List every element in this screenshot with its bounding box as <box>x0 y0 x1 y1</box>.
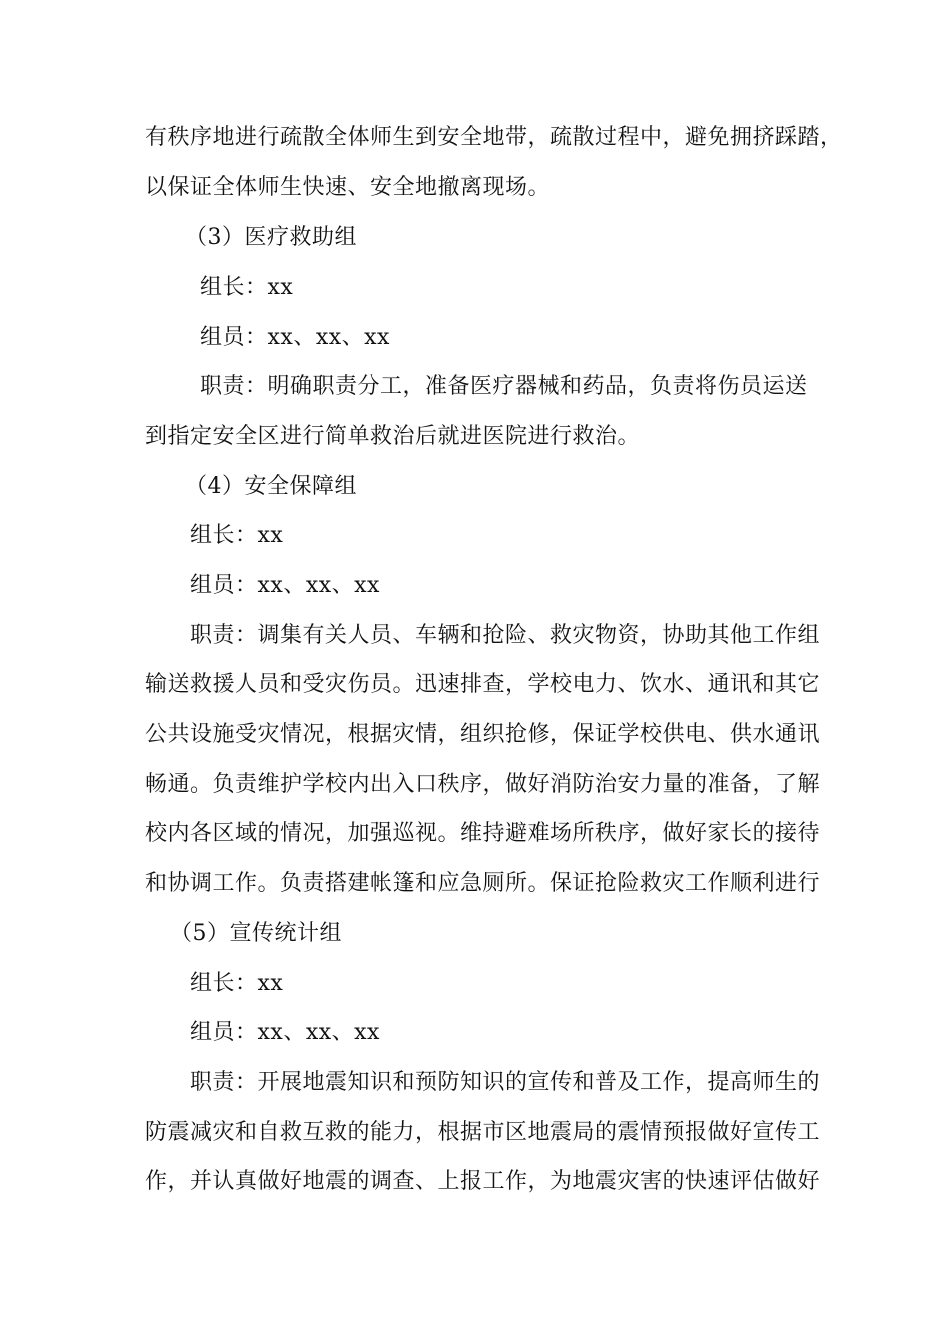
section-heading-security: （4）安全保障组 <box>185 474 357 499</box>
duty-line: 职责：调集有关人员、车辆和抢险、救灾物资，协助其他工作组 <box>190 623 821 648</box>
duty-line: 畅通。负责维护学校内出入口秩序，做好消防治安力量的准备，了解 <box>145 772 821 797</box>
group-members: 组员：xx、xx、xx <box>190 573 380 598</box>
section-heading-publicity: （5）宣传统计组 <box>170 921 342 946</box>
duty-line: 职责：明确职责分工，准备医疗器械和药品，负责将伤员运送 <box>200 374 808 399</box>
duty-line: 职责：开展地震知识和预防知识的宣传和普及工作，提高师生的 <box>190 1070 821 1095</box>
duty-line: 到指定安全区进行简单救治后就进医院进行救治。 <box>145 424 641 449</box>
group-members: 组员：xx、xx、xx <box>200 325 390 350</box>
group-leader: 组长：xx <box>190 971 284 996</box>
duty-line: 防震减灾和自救互救的能力，根据市区地震局的震情预报做好宣传工 <box>145 1120 821 1145</box>
duty-line: 作，并认真做好地震的调查、上报工作，为地震灾害的快速评估做好 <box>145 1169 821 1194</box>
group-leader: 组长：xx <box>200 275 294 300</box>
duty-line: 输送救援人员和受灾伤员。迅速排查，学校电力、饮水、通讯和其它 <box>145 672 821 697</box>
group-leader: 组长：xx <box>190 523 284 548</box>
duty-line: 公共设施受灾情况，根据灾情，组织抢修，保证学校供电、供水通讯 <box>145 722 821 747</box>
group-members: 组员：xx、xx、xx <box>190 1020 380 1045</box>
duty-line: 校内各区域的情况，加强巡视。维持避难场所秩序，做好家长的接待 <box>145 821 821 846</box>
paragraph-line: 以保证全体师生快速、安全地撤离现场。 <box>145 175 551 200</box>
duty-line: 和协调工作。负责搭建帐篷和应急厕所。保证抢险救灾工作顺利进行 <box>145 871 821 896</box>
section-heading-medical: （3）医疗救助组 <box>185 225 357 250</box>
paragraph-line: 有秩序地进行疏散全体师生到安全地带，疏散过程中，避免拥挤踩踏， <box>145 125 843 150</box>
